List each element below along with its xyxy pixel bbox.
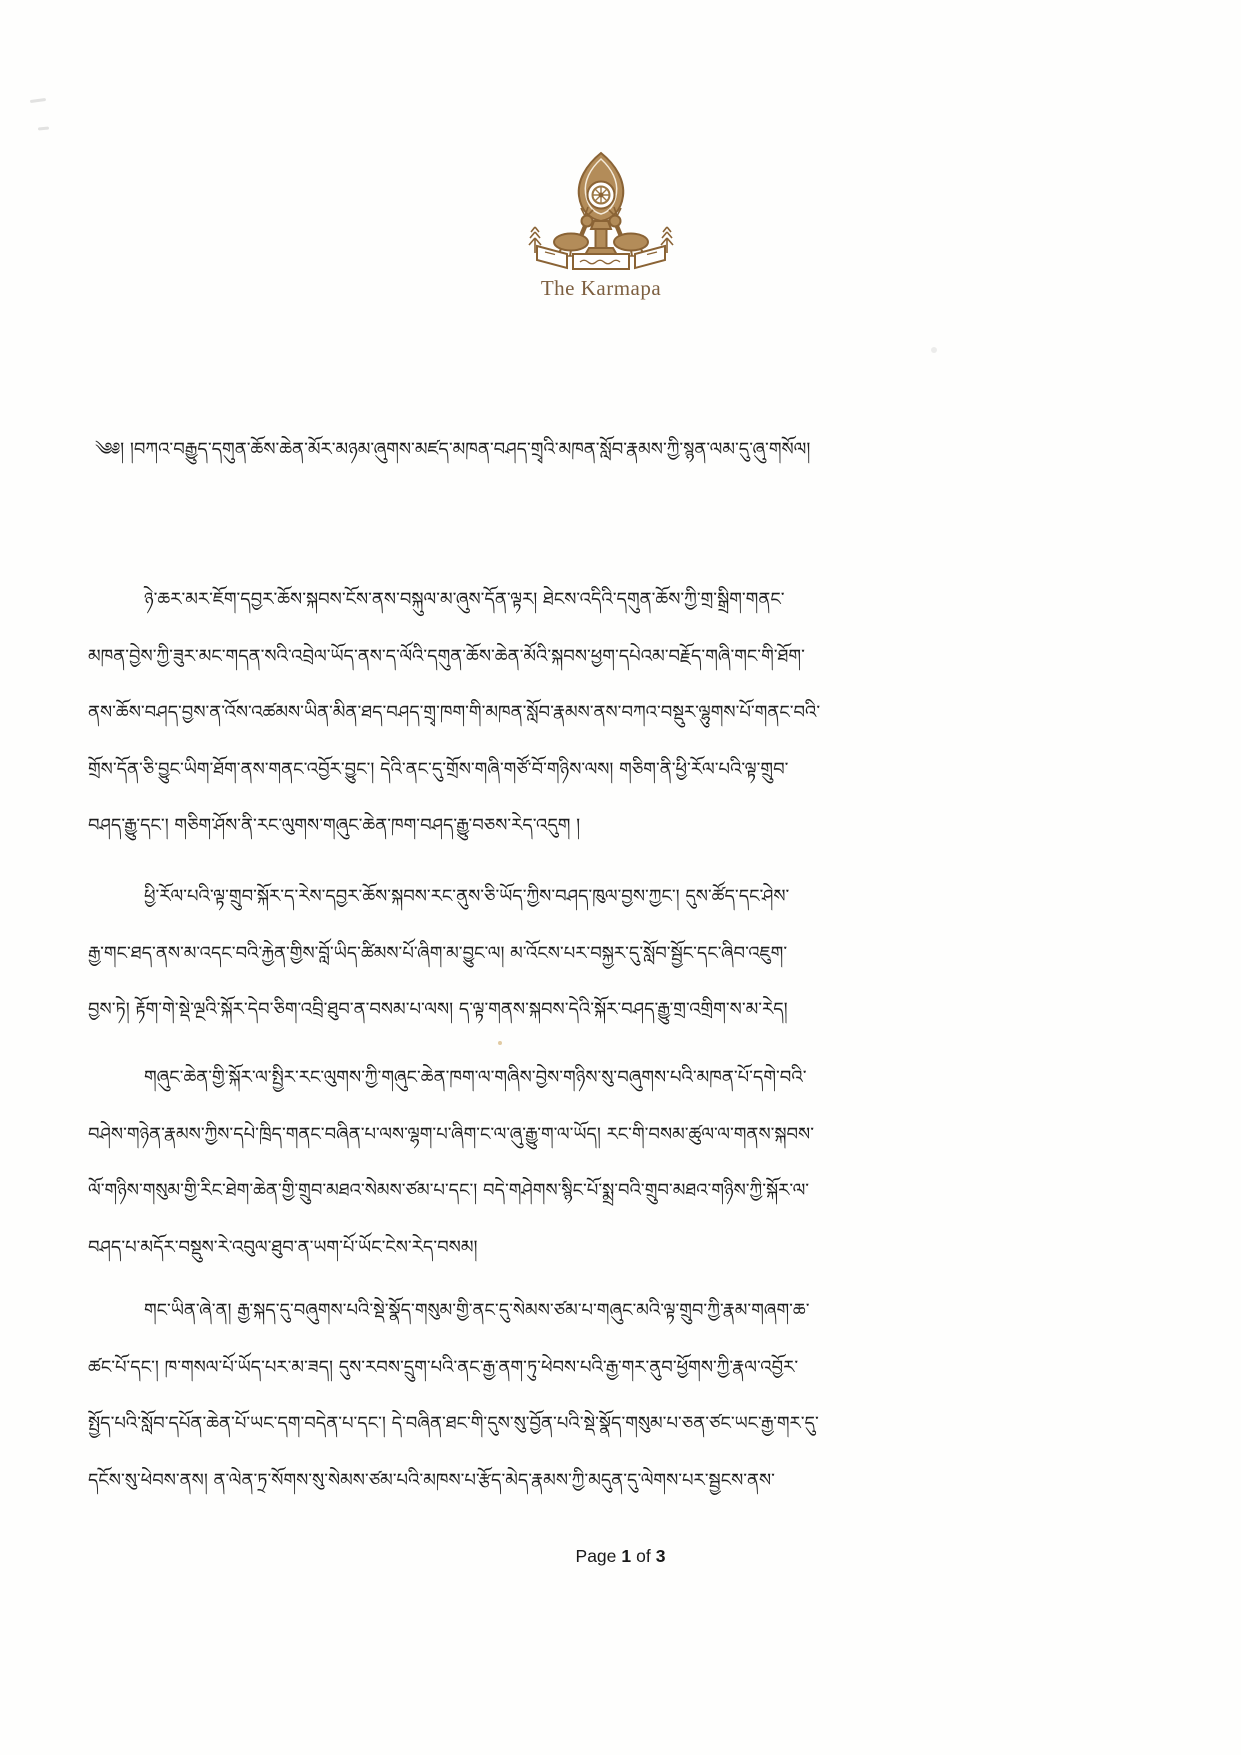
- letterhead: [455, 150, 747, 301]
- footer-of-label: of: [636, 1546, 651, 1566]
- text-line: མཁན་བྱེས་ཀྱི་ཟུར་མང་གདན་སའི་འབྲེལ་ཡོད་ནས་ད་ལོའི་དགུན་ཆོས་ཆེན་མོའི་སྐབས་ཕྱག་དཔེའམ་བརྗོད་གཞི་གང་གི་ཐོག་: [88, 645, 805, 667]
- text-line: གཞུང་ཆེན་གྱི་སྐོར་ལ་སྤྱིར་རང་ལུགས་ཀྱི་གཞུང་ཆེན་ཁག་ལ་གཞིས་བྱེས་གཉིས་སུ་བཞུགས་པའི་མཁན་པོ་དགེ་བའི་: [144, 1067, 807, 1088]
- text-line: བཤེས་གཉེན་རྣམས་ཀྱིས་དཔེ་ཁྲིད་གནང་བཞིན་པ་ལས་ལྷག་པ་ཞིག་ང་ལ་ཞུ་རྒྱུ་ག་ལ་ཡོད། རང་གི་བསམ་ཚུལ་ལ་གནས་སྐབས་: [88, 1123, 814, 1145]
- footer-page-number: 1: [621, 1546, 632, 1566]
- text-line: དངོས་སུ་ཕེབས་ནས། ན་ལེན་ཏྲ་སོགས་སུ་སེམས་ཙམ་པའི་མཁས་པ་རྩོད་མེད་རྣམས་ཀྱི་མདུན་དུ་ལེགས་པར་སྦྱངས་ནས་: [88, 1469, 775, 1491]
- scan-artifact: [931, 347, 937, 353]
- scan-artifact: [30, 98, 46, 103]
- paragraph-4: [88, 1283, 1160, 1509]
- paragraph-3: [88, 1050, 1160, 1276]
- text-line: བྱས་ཏེ། རྟོག་གེ་སྡེ་ལྔའི་སྐོར་དེབ་ཅིག་འབྲི་ཐུབ་ན་བསམ་པ་ལས། ད་ལྟ་གནས་སྐབས་དེའི་སྐོར་བཤད་རྒྱུ་གྲ་འགྲིག་ས་མ་རེད།: [88, 999, 788, 1020]
- paragraph-1: [88, 572, 1160, 855]
- page-footer: [0, 1546, 1241, 1567]
- text-line: སྤྱོད་པའི་སློབ་དཔོན་ཆེན་པོ་ཡང་དག་བདེན་པ་དང་། དེ་བཞིན་ཐང་གི་དུས་སུ་བྱོན་པའི་སྡེ་སྣོད་གསུམ་པ་ཅན་ཙང་ཡང་རྒྱ་གར་དུ་: [88, 1413, 819, 1434]
- text-line: ཕྱི་རོལ་པའི་ལྟ་གྲུབ་སྐོར་ད་རེས་དབྱར་ཆོས་སྐབས་རང་ནུས་ཅི་ཡོད་ཀྱིས་བཤད་ཁུལ་བྱས་ཀྱང་། དུས་ཚོད་དང་ཤེས་: [144, 886, 790, 907]
- text-line: ལོ་གཉིས་གསུམ་གྱི་རིང་ཐེག་ཆེན་གྱི་གྲུབ་མཐའ་སེམས་ཙམ་པ་དང་། བདེ་གཤེགས་སྙིང་པོ་སྨྲ་བའི་གྲུབ་མཐའ་གཉིས་ཀྱི་སྐོར་ལ་: [88, 1180, 810, 1201]
- text-line: གྲོས་དོན་ཅི་བྱུང་ཡིག་ཐོག་ནས་གནང་འབྱོར་བྱུང་། དེའི་ནང་དུ་གྲོས་གཞི་གཙོ་བོ་གཉིས་ལས། གཅིག་ནི་ཕྱི་རོལ་པའི་ལྟ་གྲུབ་: [88, 758, 789, 780]
- scan-artifact: [38, 127, 49, 131]
- footer-page-label: Page: [575, 1546, 617, 1566]
- document-title: ༄༅། །བཀའ་བརྒྱུད་དགུན་ཆོས་ཆེན་མོར་མཉམ་ཞུགས་མཛད་མཁན་བཤད་གྲྭའི་མཁན་སློབ་རྣམས་ཀྱི་སྙན་ལམ་དུ་ཞུ་གསོལ།: [95, 439, 811, 460]
- text-line: ཚང་པོ་དང་། ཁ་གསལ་པོ་ཡོད་པར་མ་ཟད། དུས་རབས་དྲུག་པའི་ནང་རྒྱ་ནག་ཏུ་ཕེབས་པའི་རྒྱ་གར་ནུབ་ཕྱོགས་ཀྱི་རྣལ་འབྱོར་: [88, 1356, 799, 1378]
- paragraph-2: [88, 869, 1160, 1039]
- text-line: རྒྱ་གང་ཐད་ནས་མ་འདང་བའི་རྐྱེན་གྱིས་བློ་ཡིད་ཚིམས་པོ་ཞིག་མ་བྱུང་ལ། མ་འོངས་པར་བསྐྱར་དུ་སློབ་སྦྱོང་དང་ཞིབ་འཇུག་: [88, 942, 788, 964]
- text-line: ནས་ཆོས་བཤད་བྱས་ན་འོས་འཚམས་ཡིན་མིན་ཐད་བཤད་གྲྭ་ཁག་གི་མཁན་སློབ་རྣམས་ནས་བཀའ་བསྡུར་ལྷུགས་པོ་གནང་བའི་: [88, 702, 821, 723]
- text-line: བཤད་པ་མདོར་བསྡུས་རེ་འབུལ་ཐུབ་ན་ཡག་པོ་ཡོང་ངེས་རེད་བསམ།: [88, 1236, 478, 1258]
- text-line: བཤད་རྒྱུ་དང་། གཅིག་ཤོས་ནི་རང་ལུགས་གཞུང་ཆེན་ཁག་བཤད་རྒྱུ་བཅས་རེད་འདུག །: [88, 815, 581, 836]
- scan-artifact: [498, 1041, 502, 1045]
- text-line: གང་ཡིན་ཞེ་ན། རྒྱ་སྐད་དུ་བཞུགས་པའི་སྡེ་སྣོད་གསུམ་གྱི་ནང་དུ་སེམས་ཙམ་པ་གཞུང་མའི་ལྟ་གྲུབ་ཀྱི་རྣམ་གཞག་ཆ་: [144, 1300, 810, 1321]
- karmapa-seal-icon: [523, 150, 679, 272]
- text-line: ཉེ་ཆར་མར་ཇོག་དབྱར་ཆོས་སྐབས་ངོས་ནས་བསྐུལ་མ་ཞུས་དོན་ལྟར། ཐེངས་འདིའི་དགུན་ཆོས་ཀྱི་གྲ་སྒྲིག་གནང་: [144, 589, 785, 610]
- footer-total-pages: 3: [655, 1546, 666, 1566]
- letterhead-title: The Karmapa: [540, 276, 662, 300]
